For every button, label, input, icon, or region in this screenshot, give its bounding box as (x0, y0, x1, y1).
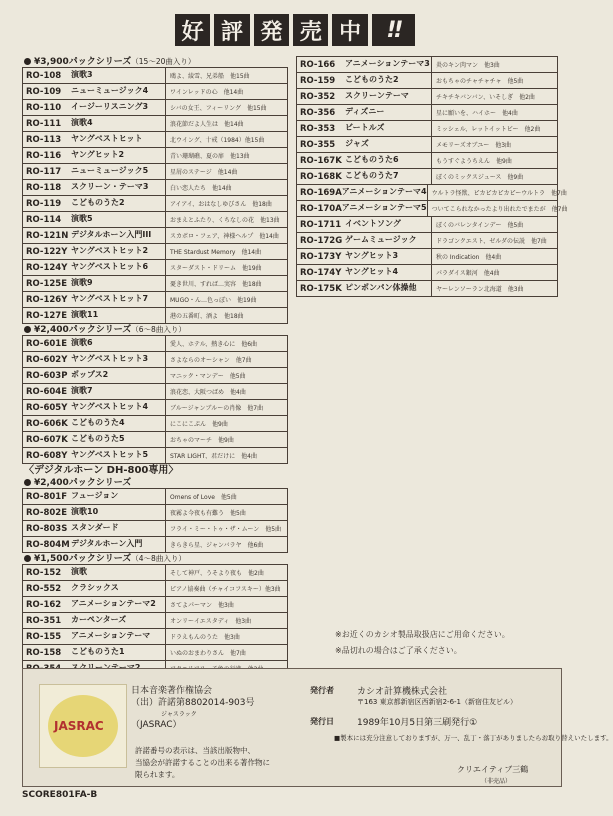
product-contents: 鴎よ、綾雪、兄弟船 他15曲 (170, 73, 250, 80)
product-contents: もうすぐようちえん 他9曲 (436, 158, 512, 165)
table-row (296, 233, 558, 249)
product-code: RO-170A (300, 203, 342, 214)
table-row (22, 537, 288, 553)
product-contents: スターダスト・ドリーム 他19曲 (170, 265, 262, 272)
section-subheading: 〈デジタルホーン DH-800専用〉 (24, 465, 179, 476)
section-heading (22, 477, 288, 488)
product-contents: 愛人、ホテル、熱き心に 他6曲 (170, 341, 258, 348)
product-name: ヤングベストヒット2 (71, 244, 166, 259)
product-contents: STAR LIGHT、君だけに 他4曲 (170, 453, 257, 460)
table-row (22, 132, 288, 148)
product-code: RO-117 (26, 166, 62, 177)
product-name: ポップス2 (71, 368, 166, 383)
not-for-sale: （非売品） (481, 778, 512, 785)
product-contents: チキチキバンバン、いそしぎ 他2曲 (436, 94, 535, 101)
product-name: こどものうた7 (345, 169, 432, 184)
product-contents: ぼくのミックスジュース 他9曲 (436, 174, 524, 181)
footer-box (22, 668, 613, 787)
product-contents: 白い恋人たち 他14曲 (170, 185, 232, 192)
header-banner (175, 14, 415, 46)
product-code: RO-602Y (26, 354, 68, 365)
table-row (22, 384, 288, 400)
product-name: ゲームミュージック (345, 233, 432, 248)
product-code: RO-173Y (300, 251, 342, 262)
product-code: RO-175K (300, 283, 342, 294)
product-contents: そして神戸、うそより夜も 他2曲 (170, 570, 264, 577)
product-name: 演歌9 (71, 276, 166, 291)
jasrac-ruby: ジャスラック (161, 711, 197, 718)
table-row (22, 292, 288, 308)
table-row (22, 432, 288, 448)
product-name: ヤングベストヒット5 (71, 448, 166, 463)
product-contents: THE Stardust Memory 他14曲 (170, 249, 262, 256)
product-contents: ワインレッドの心 他14曲 (170, 89, 244, 96)
bullet-icon (24, 479, 31, 486)
legal-line: 許諾番号の表示は、当該出版物中、 (135, 746, 255, 755)
product-contents: おもちゃのチャチャチャ 他5曲 (436, 78, 524, 85)
publisher-label: 発行者 (310, 686, 334, 695)
jasrac-info (131, 685, 291, 709)
table-row (22, 67, 288, 84)
creative-credit: クリエイティブ三鶴 (457, 765, 529, 774)
product-name: クラシックス (71, 581, 166, 596)
product-contents: ウルトラ怪獣、ピカピカピカピーウルトラ 他7曲 (431, 190, 567, 197)
product-name: 演歌11 (71, 308, 166, 323)
product-code: RO-108 (26, 70, 62, 81)
table-row (22, 164, 288, 180)
product-code: RO-109 (26, 86, 62, 97)
product-code: RO-803S (26, 523, 68, 534)
table-row (22, 521, 288, 537)
product-name: アニメーションテーマ5 (342, 201, 428, 216)
product-code: RO-119 (26, 198, 62, 209)
table-row (22, 260, 288, 276)
product-name: イベントソング (345, 217, 432, 232)
banner-tile: 中 (332, 14, 367, 46)
table-row (22, 180, 288, 196)
product-name: 演歌10 (71, 505, 166, 520)
product-code: RO-172G (300, 235, 343, 246)
product-name: こどものうた4 (71, 416, 166, 431)
banner-tile: 好 (175, 14, 210, 46)
product-name: こどものうた1 (71, 645, 166, 660)
table-row (296, 121, 558, 137)
product-code: RO-116 (26, 150, 62, 161)
product-code: RO-355 (300, 139, 336, 150)
product-contents: いぬのおまわりさん 他7曲 (170, 650, 246, 657)
table-row (296, 137, 558, 153)
product-code: RO-606K (26, 418, 68, 429)
product-code: RO-167K (300, 155, 342, 166)
seal-text: JASRAC (54, 719, 104, 733)
table-row (22, 228, 288, 244)
product-contents: 憂き世川、すれば…実容 他18曲 (170, 281, 262, 288)
table-row (22, 400, 288, 416)
table-row (296, 56, 558, 73)
fine-print: ■製本には充分注意しておりますが、万一、乱丁・落丁がありましたらお取り替えいたします。 (334, 734, 613, 742)
product-code: RO-174Y (300, 267, 342, 278)
product-contents: ミッシェル、レットイットビー 他2曲 (436, 126, 541, 133)
product-code: RO-552 (26, 583, 62, 594)
product-code: RO-168K (300, 171, 342, 182)
product-code: RO-169A (300, 187, 342, 198)
banner-tile: 評 (214, 14, 249, 46)
product-name: 演歌4 (71, 116, 166, 131)
product-name: 演歌 (71, 565, 166, 580)
product-code: RO-166 (300, 59, 336, 70)
product-contents: 港の五番町、酒よ 他18曲 (170, 313, 244, 320)
table-row (22, 308, 288, 324)
publisher-address: 〒163 東京都新宿区西新宿2-6-1（新宿住友ビル） (357, 698, 517, 706)
product-name: ヤングベストヒット7 (71, 292, 166, 307)
banner-tile: !! (372, 14, 415, 46)
table-row (22, 564, 288, 581)
product-contents: ドラえもんのうた 他3曲 (170, 634, 240, 641)
product-contents: オンリーイエスタディ 他3曲 (170, 618, 252, 625)
product-name: デジタルホーン入門 (71, 537, 166, 552)
product-name: ヤングベストヒット (71, 132, 166, 147)
product-code: RO-603P (26, 370, 68, 381)
product-code: RO-152 (26, 567, 62, 578)
product-contents: 星屑のステージ 他14曲 (170, 169, 238, 176)
product-contents: スカボロ・フェア、神様ヘルプ 他14曲 (170, 233, 279, 240)
note-line: ※品切れの場合はご了承ください。 (335, 646, 462, 655)
product-code: RO-125E (26, 278, 68, 289)
product-code: RO-126Y (26, 294, 68, 305)
product-contents: パラダイス銀河 他4曲 (436, 270, 500, 277)
table-row (22, 613, 288, 629)
table-row (296, 281, 558, 297)
product-name: ビートルズ (345, 121, 432, 136)
product-name: 演歌3 (71, 68, 166, 83)
product-code: RO-601E (26, 338, 68, 349)
section-heading (22, 553, 288, 564)
table-row (22, 212, 288, 228)
product-code: RO-1711 (300, 219, 342, 230)
product-code: RO-127E (26, 310, 68, 321)
section-title: ¥2,400パックシリーズ (34, 478, 132, 488)
product-contents: 星に願いを、ハイホー 他4曲 (436, 110, 518, 117)
product-name: 演歌5 (71, 212, 166, 227)
section-note: （15〜20曲入り） (131, 57, 196, 66)
legal-line: 限られます。 (135, 770, 180, 779)
product-name: ヤングベストヒット3 (71, 352, 166, 367)
product-contents: ピアノ協奏曲（チャイコフスキー）他3曲 (170, 586, 281, 593)
product-name: ヤングベストヒット4 (71, 400, 166, 415)
product-contents: ぼくのバレンタインデー 他5曲 (436, 222, 524, 229)
product-code: RO-159 (300, 75, 336, 86)
banner-tile: 発 (254, 14, 289, 46)
product-name: スクリーンテーマ (345, 89, 432, 104)
product-code: RO-802E (26, 507, 68, 518)
product-contents: ブルージャンブルーの肖像 他7曲 (170, 405, 264, 412)
section-title: ¥1,500パックシリーズ (34, 554, 132, 564)
product-code: RO-118 (26, 182, 62, 193)
table-row (22, 116, 288, 132)
product-code: RO-607K (26, 434, 68, 445)
product-code: RO-124Y (26, 262, 68, 273)
product-contents: 北ウイング、十戒（1984）他15曲 (170, 137, 265, 144)
table-row (22, 645, 288, 661)
table-row (296, 217, 558, 233)
product-name: ヤングヒット2 (71, 148, 166, 163)
legal-text (135, 745, 295, 781)
product-name: ヤングベストヒット6 (71, 260, 166, 275)
product-code: RO-801F (26, 491, 68, 502)
product-contents: マニック・マンデー 他5曲 (170, 373, 246, 380)
jasrac-abbrev: （JASRAC） (131, 720, 182, 730)
product-contents: シバの女王、フィーリング 他15曲 (170, 105, 267, 112)
product-code: RO-608Y (26, 450, 68, 461)
product-code: RO-804M (26, 539, 70, 550)
table-row (296, 249, 558, 265)
product-code: RO-158 (26, 647, 62, 658)
product-contents: にこにこぷん 他9曲 (170, 421, 228, 428)
product-contents: ヤーレンソーラン北海道 他3曲 (436, 286, 524, 293)
table-row (22, 352, 288, 368)
section-title: ¥2,400パックシリーズ (34, 325, 132, 335)
publisher-name: カシオ計算機株式会社 (357, 687, 448, 697)
product-contents: 炎のキン肉マン 他3曲 (436, 62, 500, 69)
product-code: RO-605Y (26, 402, 68, 413)
product-name: イージーリスニング3 (71, 100, 166, 115)
table-row (296, 201, 568, 217)
right-column (296, 56, 568, 297)
table-row (22, 416, 288, 432)
table-row (296, 185, 567, 201)
product-contents: ドラゴンクエスト、ゼルダの伝説 他7曲 (436, 238, 547, 245)
section-heading (22, 324, 288, 335)
product-code: RO-113 (26, 134, 62, 145)
product-code: RO-356 (300, 107, 336, 118)
table-row (22, 597, 288, 613)
table-row (296, 105, 558, 121)
banner-tile: 売 (293, 14, 328, 46)
product-name: アニメーションテーマ2 (71, 597, 166, 612)
product-contents: ついてこられなかったより出れたでまたが 他7曲 (431, 206, 568, 213)
product-contents: MUGO・ん…色っぽい 他19曲 (170, 297, 257, 304)
product-contents: 夜霧よ今夜も有難う 他5曲 (170, 510, 246, 517)
product-code: RO-121N (26, 230, 69, 241)
product-name: こどものうた2 (345, 73, 432, 88)
table-row (22, 629, 288, 645)
bullet-icon (24, 58, 31, 65)
score-code: SCORE801FA-B (22, 790, 98, 800)
table-row (22, 505, 288, 521)
table-row (22, 84, 288, 100)
left-column (22, 56, 288, 693)
product-contents: メモリーズオブユー 他3曲 (436, 142, 512, 149)
product-contents: アイアイ、おはなしゆびさん 他18曲 (170, 201, 272, 208)
product-name: こどものうた6 (345, 153, 432, 168)
product-name: アニメーションテーマ4 (342, 185, 428, 200)
org-name: 日本音楽著作権協会 (131, 686, 213, 696)
product-name: カーペンターズ (71, 613, 166, 628)
product-contents: 浪花節だよ人生は 他14曲 (170, 121, 244, 128)
product-contents: 青い珊瑚礁、夏の扉 他13曲 (170, 153, 250, 160)
product-code: RO-155 (26, 631, 62, 642)
table-row (22, 100, 288, 116)
product-name: ヤングヒット4 (345, 265, 432, 280)
product-contents: 秋の Indication 他4曲 (436, 254, 502, 261)
product-code: RO-351 (26, 615, 62, 626)
org-license: （出）許諾第8802014-903号 (131, 698, 255, 708)
table-row (296, 89, 558, 105)
product-name: 演歌7 (71, 384, 166, 399)
product-name: スクリーン・テーマ3 (71, 180, 166, 195)
notes (335, 627, 565, 659)
product-contents: 浪花恋、大阪つばめ 他4曲 (170, 389, 246, 396)
product-contents: フライ・ミー・トゥ・ザ・ムーン 他5曲 (170, 526, 282, 533)
section-title: ¥3,900パックシリーズ (34, 57, 132, 67)
product-code: RO-122Y (26, 246, 68, 257)
issued-date: 1989年10月5日第三刷発行① (357, 718, 478, 728)
product-code: RO-110 (26, 102, 62, 113)
section-note: （4〜8曲入り） (131, 554, 186, 563)
table-row (296, 153, 558, 169)
table-row (22, 368, 288, 384)
jasrac-seal (39, 684, 127, 768)
product-code: RO-111 (26, 118, 62, 129)
product-name: ディズニー (345, 105, 432, 120)
table-row (22, 581, 288, 597)
section-heading (22, 56, 288, 67)
product-contents: きらきら星、ジャンバラヤ 他6曲 (170, 542, 264, 549)
product-name: ニューミュージック4 (71, 84, 166, 99)
product-name: こどものうた5 (71, 432, 166, 447)
product-code: RO-114 (26, 214, 62, 225)
product-name: スタンダード (71, 521, 166, 536)
product-contents: おちゃのマーチ 他9曲 (170, 437, 234, 444)
product-name: アニメーションテーマ3 (345, 57, 432, 72)
product-name: フュージョン (71, 489, 166, 504)
section-note: （6〜8曲入り） (131, 325, 186, 334)
bullet-icon (24, 555, 31, 562)
product-name: こどものうた2 (71, 196, 166, 211)
table-row (296, 73, 558, 89)
product-code: RO-353 (300, 123, 336, 134)
product-name: ジャズ (345, 137, 432, 152)
product-contents: おまえとふたり、くちなしの花 他13曲 (170, 217, 280, 224)
product-code: RO-352 (300, 91, 336, 102)
bullet-icon (24, 326, 31, 333)
table-row (22, 335, 288, 352)
product-name: ピンポンパン体操他 (345, 281, 432, 296)
product-name: デジタルホーン入門III (71, 228, 166, 243)
product-code: RO-604E (26, 386, 68, 397)
product-name: ニューミュージック5 (71, 164, 166, 179)
table-row (22, 244, 288, 260)
table-row (22, 196, 288, 212)
product-contents: さよならのオーシャン 他7曲 (170, 357, 252, 364)
table-row (22, 448, 288, 464)
product-code: RO-162 (26, 599, 62, 610)
table-row (296, 169, 558, 185)
note-line: ※お近くのカシオ製品取扱店にご用命ください。 (335, 630, 510, 639)
table-row (22, 148, 288, 164)
table-row (296, 265, 558, 281)
table-row (22, 488, 288, 505)
product-name: 演歌6 (71, 336, 166, 351)
legal-line: 当協会が許諾することの出来る著作物に (135, 758, 270, 767)
table-row (22, 276, 288, 292)
product-name: ヤングヒット3 (345, 249, 432, 264)
product-contents: Omens of Love 他5曲 (170, 494, 237, 501)
product-contents: さてよパーマン 他3曲 (170, 602, 234, 609)
issued-label: 発行日 (310, 717, 334, 726)
product-name: アニメーションテーマ (71, 629, 166, 644)
